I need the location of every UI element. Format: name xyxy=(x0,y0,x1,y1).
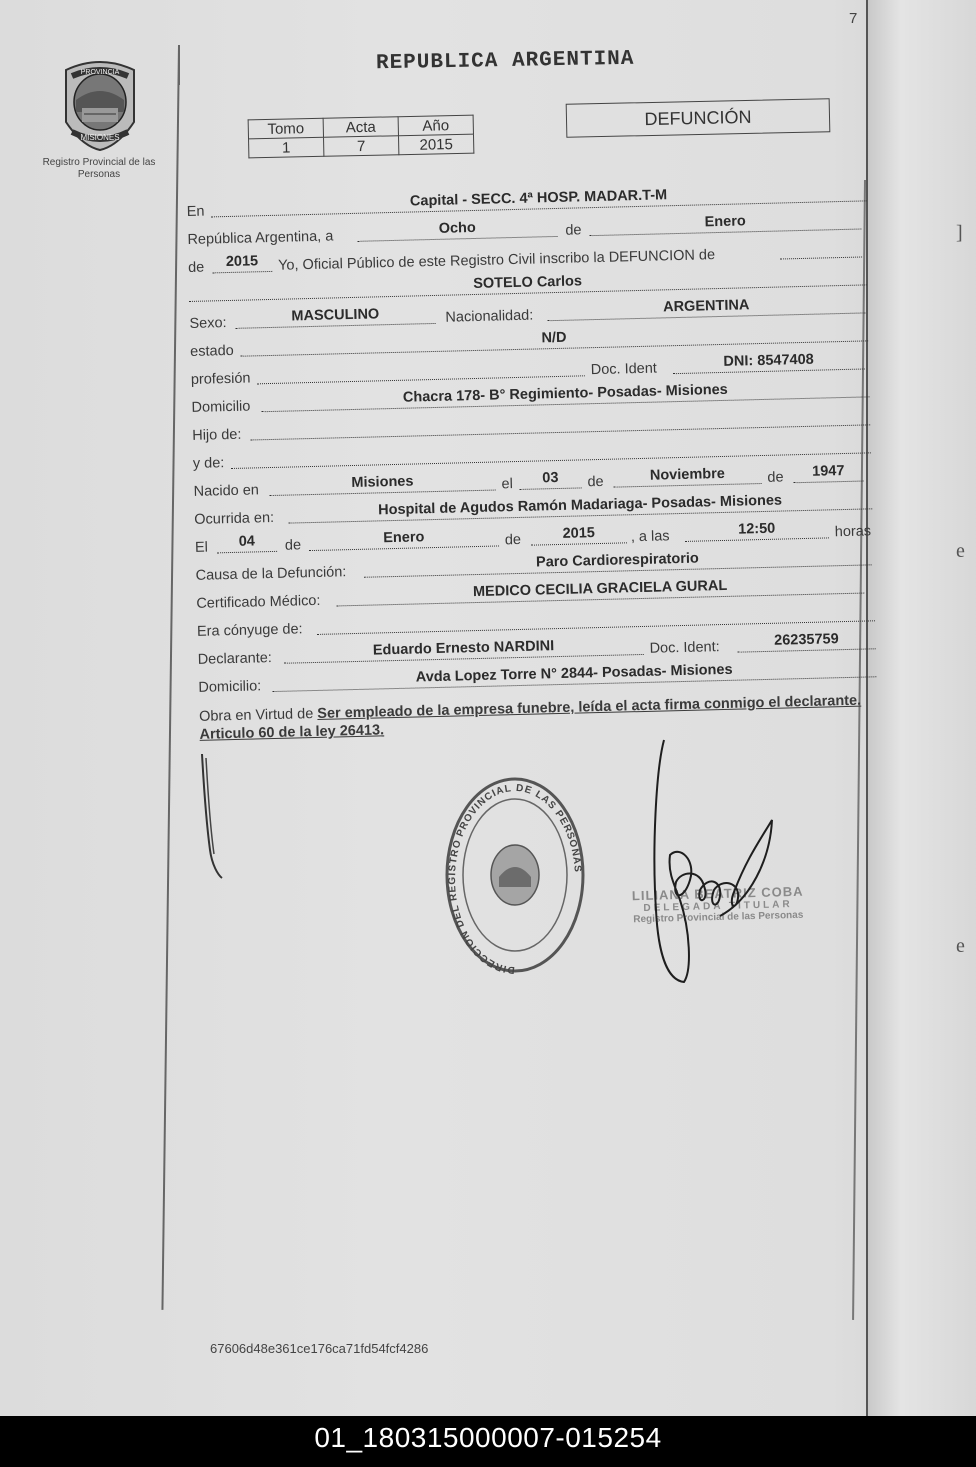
scan-id-footer: 01_180315000007-015254 xyxy=(0,1416,976,1467)
field-certificado: MEDICO CECILIA GRACIELA GURAL xyxy=(336,575,864,607)
label-nacido-en: Nacido en xyxy=(193,482,260,500)
label-horas: horas xyxy=(834,523,872,541)
margin-check-mark xyxy=(196,750,236,890)
label-de: de xyxy=(587,473,604,491)
misiones-coat-of-arms-logo xyxy=(58,52,142,152)
logo-caption: Registro Provincial de las Personas xyxy=(42,157,156,180)
label-ocurrida-en: Ocurrida en: xyxy=(194,509,275,528)
label-conyuge: Era cónyuge de: xyxy=(196,621,303,640)
registry-table xyxy=(248,115,475,159)
field-mes: Enero xyxy=(589,211,861,237)
adjacent-page-mark: e xyxy=(956,935,965,957)
table-cell: 1 xyxy=(249,137,324,158)
field-declarante: Eduardo Ernesto NARDINI xyxy=(283,636,643,664)
field-causa: Paro Cardiorespiratorio xyxy=(363,546,871,577)
table-cell: 7 xyxy=(324,136,399,157)
field-blank xyxy=(780,239,862,260)
label-a-las: , a las xyxy=(630,528,670,546)
label-en: En xyxy=(186,203,205,220)
field-dia: Ocho xyxy=(357,218,557,242)
field-domicilio: Chacra 178- B° Regimiento- Posadas- Misiones xyxy=(261,378,869,412)
table-header: Acta xyxy=(323,117,398,138)
label-estado: estado xyxy=(190,342,234,360)
label-nacionalidad: Nacionalidad: xyxy=(445,307,534,326)
label-domicilio: Domicilio: xyxy=(198,678,262,696)
logo-text-top: PROVINCIA xyxy=(80,69,120,76)
field-declarante-domicilio: Avda Lopez Torre N° 2844- Posadas- Misiones xyxy=(272,658,876,692)
field-def-dia: 04 xyxy=(217,533,277,553)
official-seal-stamp xyxy=(445,777,595,977)
label-sexo: Sexo: xyxy=(189,315,227,332)
field-conyuge xyxy=(317,602,875,635)
death-record-form xyxy=(186,163,872,743)
label-yo: Yo, Oficial Público de este Registro Civil inscribo la DEFUNCION de xyxy=(277,247,716,274)
left-margin-line xyxy=(161,45,180,1310)
field-def-mes: Enero xyxy=(309,527,499,551)
label-domicilio: Domicilio xyxy=(191,398,251,416)
label-de: de xyxy=(284,537,302,554)
signer-org: Registro Provincial de las Personas xyxy=(633,909,804,926)
signer-name: LILIANA BEATRIZ COBA xyxy=(631,883,804,904)
field-obra-texto: Ser empleado de la empresa funebre, leída el acta firma conmigo el declarante. Articulo 60 de la ley 26413. xyxy=(199,692,862,743)
field-nacionalidad: ARGENTINA xyxy=(547,294,865,321)
table-header: Tomo xyxy=(248,118,323,139)
table-cell: 2015 xyxy=(398,134,473,155)
logo-text-bottom: MISIONES xyxy=(80,133,120,142)
field-nac-mes: Noviembre xyxy=(613,465,761,488)
adjacent-page-mark: ] xyxy=(956,222,963,244)
adjacent-page-edge xyxy=(866,0,976,1416)
field-nac-anio: 1947 xyxy=(793,463,863,484)
label-profesion: profesión xyxy=(190,370,251,388)
label-obra: Obra en Virtud de xyxy=(198,706,314,725)
field-ocurrida-en: Hospital de Agudos Ramón Madariaga- Posadas- Misiones xyxy=(288,490,872,523)
label-y-de: y de: xyxy=(192,455,225,472)
label-el: el xyxy=(501,476,514,493)
label-de: de xyxy=(504,531,522,549)
field-nombre: SOTELO Carlos xyxy=(189,266,867,302)
field-sexo: MASCULINO xyxy=(235,305,435,329)
record-type-box: DEFUNCIÓN xyxy=(566,98,831,138)
handwritten-signature xyxy=(600,730,800,990)
signer-role: DELEGADA TITULAR xyxy=(643,899,793,914)
field-declarante-doc: 26235759 xyxy=(737,630,875,652)
field-dni: DNI: 8547408 xyxy=(672,350,864,374)
field-profesion xyxy=(257,357,585,384)
label-republica: República Argentina, a xyxy=(187,228,334,248)
label-hijo-de: Hijo de: xyxy=(192,426,242,444)
page-title: REPUBLICA ARGENTINA xyxy=(375,47,635,76)
label-doc-ident: Doc. Ident: xyxy=(649,639,720,657)
label-doc-ident: Doc. Ident xyxy=(590,360,658,379)
label-el: El xyxy=(194,539,209,556)
field-nacido-en: Misiones xyxy=(269,472,495,497)
field-anio: 2015 xyxy=(212,253,272,273)
label-causa: Causa de la Defunción: xyxy=(195,564,347,584)
document-hash: 67606d48e361ce176ca71fd54fcf4286 xyxy=(210,1341,429,1356)
label-certificado: Certificado Médico: xyxy=(196,592,321,612)
field-def-anio: 2015 xyxy=(531,524,627,545)
field-lugar: Capital - SECC. 4ª HOSP. MADAR.T-M xyxy=(210,182,866,217)
field-nac-dia: 03 xyxy=(519,469,581,490)
label-de: de xyxy=(187,259,205,276)
field-estado: N/D xyxy=(240,322,868,356)
label-de: de xyxy=(565,222,582,239)
label-declarante: Declarante: xyxy=(197,650,273,668)
adjacent-page-mark: e xyxy=(956,540,965,562)
field-def-hora: 12:50 xyxy=(685,519,829,542)
page-number: 7 xyxy=(849,10,858,27)
table-header: Año xyxy=(398,115,473,136)
seal-text: DIRECCION DEL REGISTRO PROVINCIAL DE LAS PERSONAS xyxy=(447,782,583,976)
label-de: de xyxy=(767,469,784,486)
